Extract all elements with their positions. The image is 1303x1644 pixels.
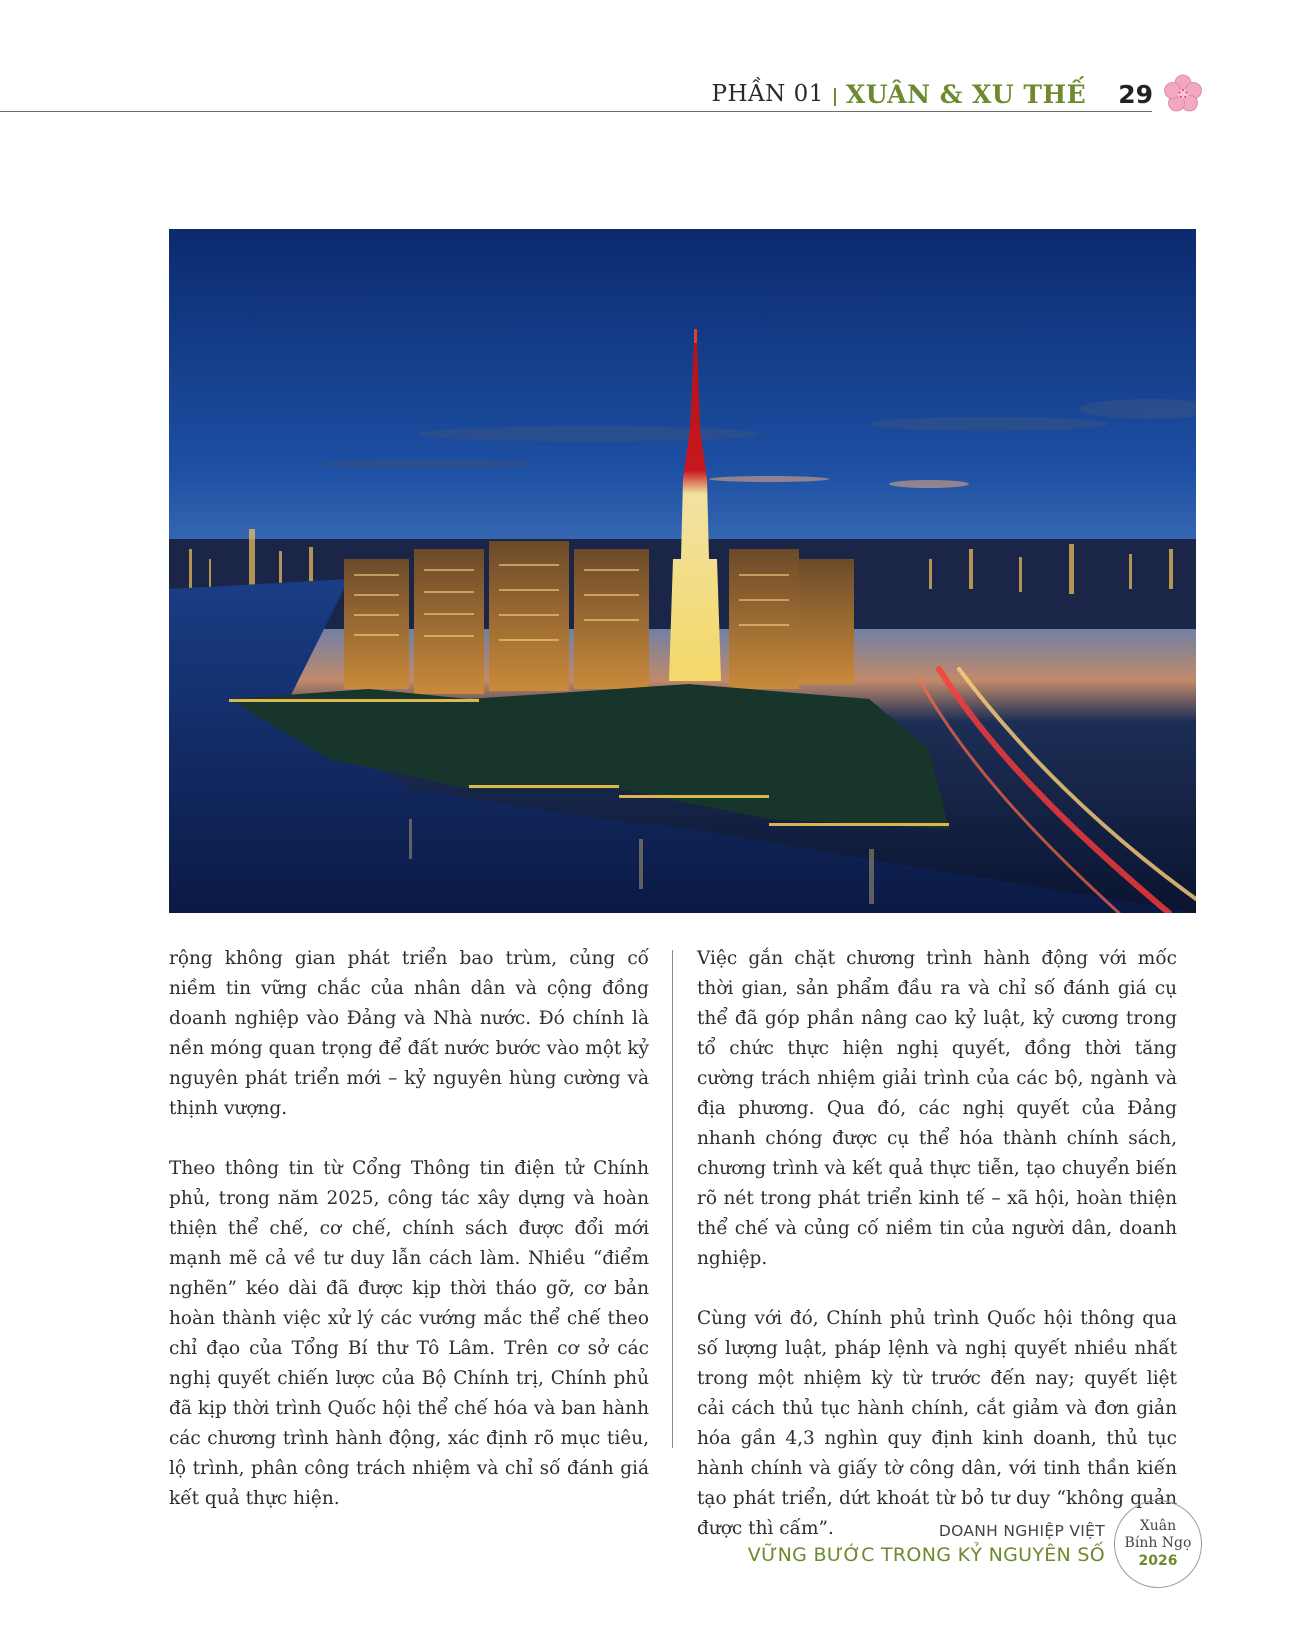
paragraph: Theo thông tin từ Cổng Thông tin điện tử Chính phủ, trong năm 2025, công tác xây dựng và hoàn thiện thể chế, cơ chế, chính sách được đổi mới mạnh mẽ cả về tư duy lẫn cách làm. Nhiều “điểm nghẽn” kéo dài đã được kịp thời tháo gỡ, cơ bản hoàn thành việc xử lý các vướng mắc thể chế theo chỉ đạo của Tổng Bí thư Tô Lâm. Trên cơ sở các nghị quyết chiến lược của Bộ Chính trị, Chính phủ đã kịp thời trình Quốc hội thể chế hóa và ban hành các chương trình hành động, xác định rõ mục tiêu, lộ trình, phân công trách nhiệm và chỉ số đánh giá kết quả thực hiện. [169,1158,649,1509]
paragraph: rộng không gian phát triển bao trùm, củng cố niềm tin vững chắc của nhân dân và cộng đồng doanh nghiệp vào Đảng và Nhà nước. Đó chính là nền móng quan trọng để đất nước bước vào một kỷ nguyên phát triển mới – kỷ nguyên hùng cường và thịnh vượng. [169,948,649,1119]
section-label: PHẦN 01 [711,81,824,107]
publication-name: DOANH NGHIỆP VIỆT [938,1522,1105,1540]
badge-line: Xuân [1139,1518,1177,1534]
publication-footer [748,1522,1105,1566]
publication-tagline: VỮNG BƯỚC TRONG KỶ NGUYÊN SỐ [747,1544,1105,1566]
city-night-photo [169,229,1196,913]
section-title: XUÂN & XU THẾ [845,79,1087,109]
left-column [169,944,649,1544]
paragraph: Việc gắn chặt chương trình hành động với mốc thời gian, sản phẩm đầu ra và chỉ số đánh giá cụ thể đã góp phần nâng cao kỷ luật, kỷ cương trong tổ chức thực hiện nghị quyết, đồng thời tăng cường trách nhiệm giải trình của các bộ, ngành và địa phương. Qua đó, các nghị quyết của Đảng nhanh chóng được cụ thể hóa thành chính sách, chương trình và kết quả thực tiễn, tạo chuyển biến rõ nét trong phát triển kinh tế – xã hội, hoàn thiện thể chế và củng cố niềm tin của người dân, doanh nghiệp. [697,948,1177,1269]
badge-line: Bính Ngọ [1124,1535,1192,1551]
column-divider [672,950,673,1448]
blossom-icon [1163,74,1203,114]
page-header [712,74,1154,114]
header-separator [834,88,836,106]
edition-badge [1114,1500,1202,1588]
page-number: 29 [1118,79,1153,109]
right-column [697,944,1177,1574]
paragraph: Cùng với đó, Chính phủ trình Quốc hội thông qua số lượng luật, pháp lệnh và nghị quyết nhiều nhất trong một nhiệm kỳ từ trước đến nay; quyết liệt cải cách thủ tục hành chính, cắt giảm và đơn giản hóa gần 4,3 nghìn quy định kinh doanh, thủ tục hành chính và giấy tờ công dân, với tinh thần kiến tạo phát triển, dứt khoát từ bỏ tư duy “không quản được thì cấm”. [697,1308,1177,1539]
city-night-photo-icon [169,229,1196,913]
header-rule [0,111,1152,112]
badge-year: 2026 [1138,1553,1178,1569]
